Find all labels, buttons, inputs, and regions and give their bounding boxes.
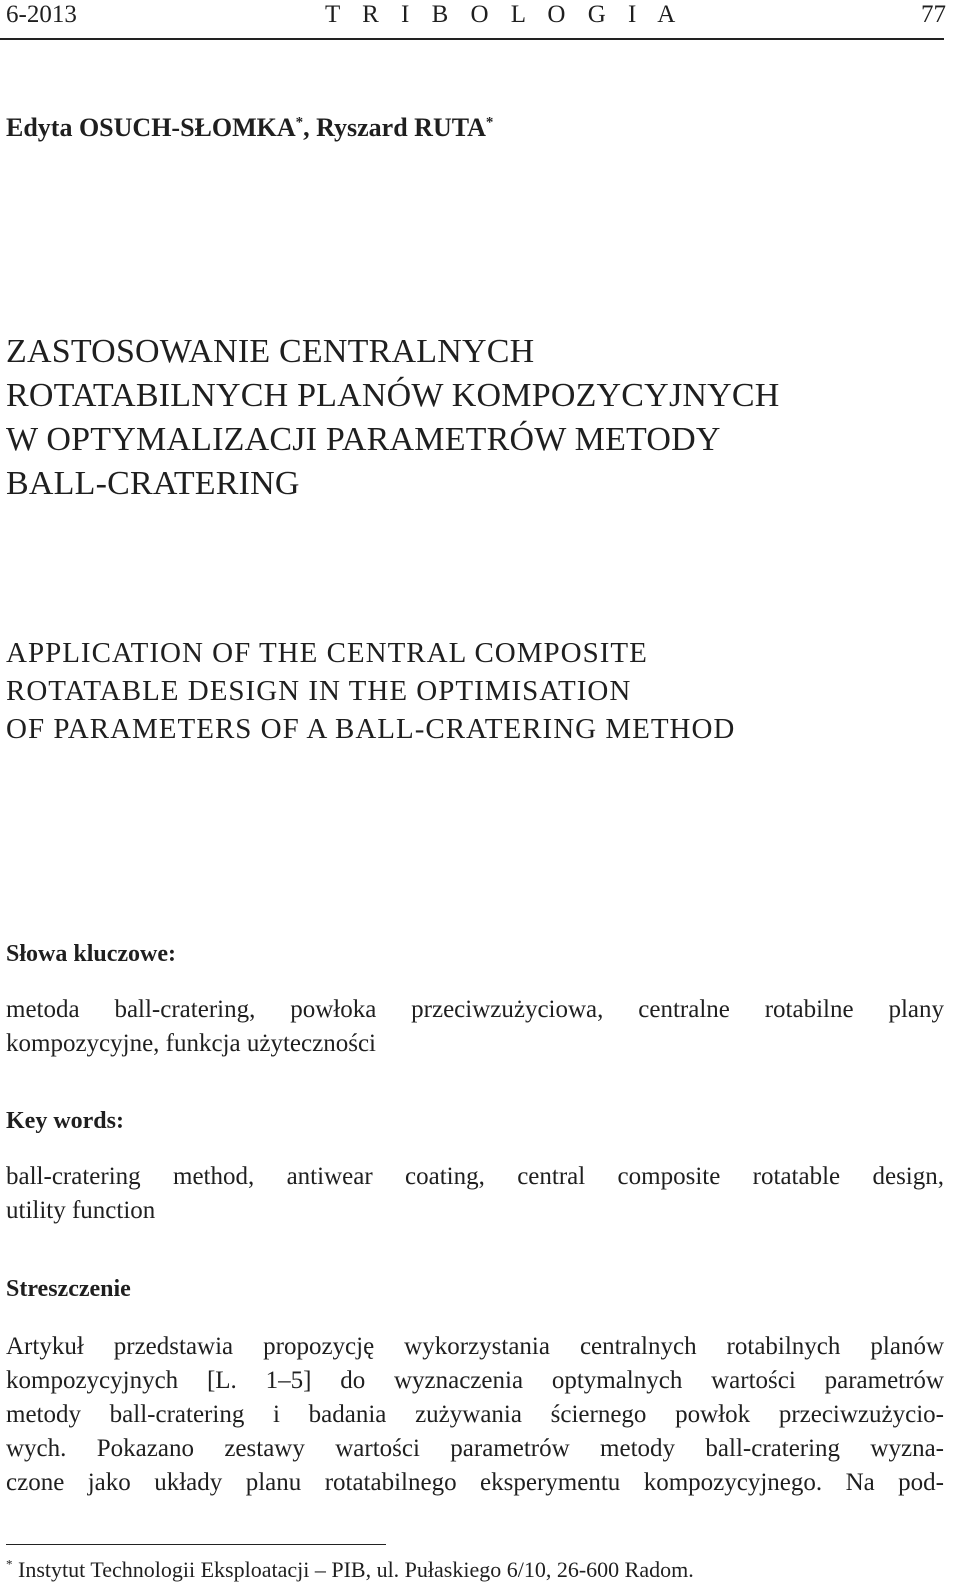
title-line: ROTATABILNYCH PLANÓW KOMPOZYCYJNYCH — [6, 377, 780, 414]
keywords-en-heading: Key words: — [6, 1108, 124, 1134]
text-line: kompozycyjne, funkcja użyteczności — [6, 1030, 376, 1057]
header-rule — [0, 38, 944, 40]
text-line: utility function — [6, 1197, 156, 1224]
author-name: Edyta OSUCH-SŁOMKA — [6, 113, 296, 142]
author-separator: , — [303, 113, 317, 142]
text-line: czone jako układy planu rotatabilnego eksperymentu kompozycyjnego. Na pod- — [6, 1469, 944, 1496]
affiliation-marker: * — [485, 114, 494, 131]
title-english — [6, 634, 735, 748]
title-polish — [6, 330, 780, 506]
title-line: W OPTYMALIZACJI PARAMETRÓW METODY — [6, 421, 721, 458]
journal-name: T R I B O L O G I A — [325, 1, 684, 28]
text-line: ball-cratering method, antiwear coating, central composite rotatable design, — [6, 1163, 944, 1190]
text-line: wych. Pokazano zestawy wartości parametrów metody ball-cratering wyzna- — [6, 1435, 944, 1462]
footnote-text: Instytut Technologii Eksploatacji – PIB, ul. Pułaskiego 6/10, 26-600 Radom. — [12, 1557, 694, 1582]
authors — [6, 110, 493, 146]
text-line: metody ball-cratering i badania zużywania ściernego powłok przeciwzużycio- — [6, 1401, 944, 1428]
keywords-pl — [6, 993, 944, 1061]
footnote-rule — [6, 1544, 386, 1545]
text-line: Artykuł przedstawia propozycję wykorzystania centralnych rotabilnych planów — [6, 1333, 944, 1360]
author-name: Ryszard RUTA — [316, 113, 486, 142]
footnote — [6, 1555, 694, 1585]
affiliation-marker: * — [295, 114, 304, 131]
page-number: 77 — [921, 1, 946, 28]
title-line: ROTATABLE DESIGN IN THE OPTIMISATION — [6, 675, 632, 707]
keywords-pl-heading: Słowa kluczowe: — [6, 941, 176, 967]
issue-number: 6-2013 — [6, 1, 77, 28]
footnote-marker: * — [6, 1556, 13, 1572]
abstract-body — [6, 1330, 944, 1500]
keywords-en — [6, 1160, 944, 1228]
title-line: APPLICATION OF THE CENTRAL COMPOSITE — [6, 637, 648, 669]
text-line: kompozycyjnych [L. 1–5] do wyznaczenia optymalnych wartości parametrów — [6, 1367, 944, 1394]
text-line: metoda ball-cratering, powłoka przeciwzużyciowa, centralne rotabilne plany — [6, 996, 944, 1023]
title-line: OF PARAMETERS OF A BALL-CRATERING METHOD — [6, 713, 736, 745]
title-line: ZASTOSOWANIE CENTRALNYCH — [6, 333, 535, 370]
title-line: BALL-CRATERING — [6, 465, 300, 502]
abstract-heading: Streszczenie — [6, 1276, 131, 1302]
